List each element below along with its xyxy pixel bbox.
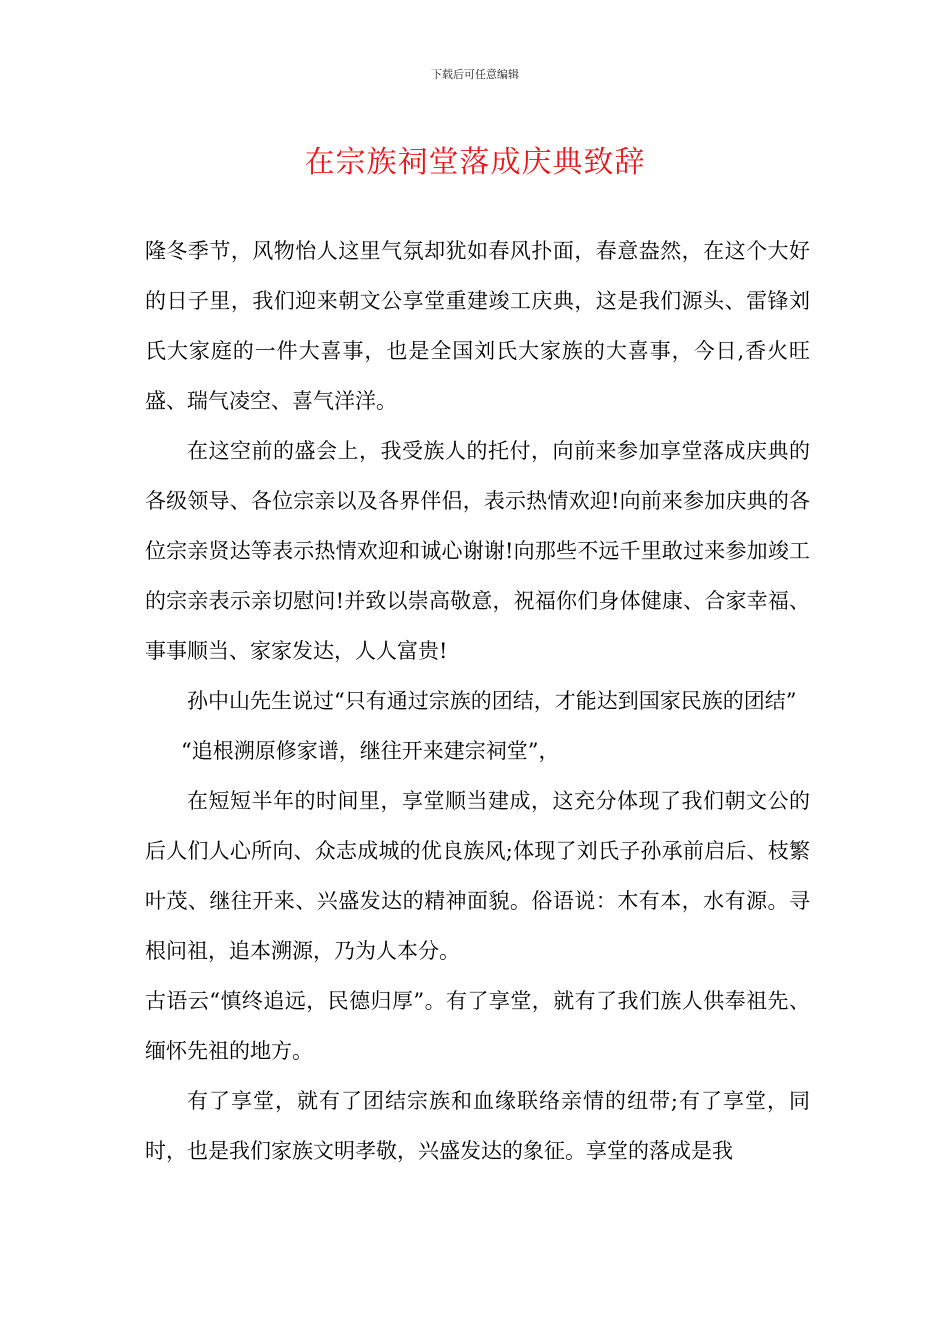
paragraph-ancient-saying: 古语云“慎终追远，民德归厚”。有了享堂，就有了我们族人供奉祖先、缅怀先祖的地方。 (145, 989, 810, 1063)
document-body (145, 226, 810, 1176)
paragraph-significance: 有了享堂，就有了团结宗族和血缘联络亲情的纽带;有了享堂，同时，也是我们家族文明孝敬，兴盛发达的象征。享堂的落成是我 (145, 1089, 810, 1163)
header-note: 下载后可任意编辑 (431, 68, 519, 81)
paragraph-opening: 隆冬季节，风物怡人这里气氛却犹如春风扑面，春意盎然，在这个大好的日子里，我们迎来朝文公享堂重建竣工庆典，这是我们源头、雷锋刘氏大家庭的一件大喜事，也是全国刘氏大家族的大喜事，今日,香火旺盛、瑞气凌空、喜气洋洋。 (145, 239, 810, 413)
paragraph-motto: “追根溯原修家谱，继往开来建宗祠堂”， (181, 739, 560, 763)
paragraph-construction: 在短短半年的时间里，享堂顺当建成，这充分体现了我们朝文公的后人们人心所向、众志成城的优良族风;体现了刘氏子孙承前启后、枝繁叶茂、继往开来、兴盛发达的精神面貌。俗语说：木有本，水有源。寻根问祖，追本溯源，乃为人本分。 (145, 789, 810, 963)
paragraph-sun-yatsen-quote: 孙中山先生说过“只有通过宗族的团结，才能达到国家民族的团结” (187, 689, 797, 713)
document-title: 在宗族祠堂落成庆典致辞 (304, 145, 646, 180)
paragraph-welcome: 在这空前的盛会上，我受族人的托付，向前来参加享堂落成庆典的各级领导、各位宗亲以及各界伴侣，表示热情欢迎!向前来参加庆典的各位宗亲贤达等表示热情欢迎和诚心谢谢!向那些不远千里敢过来参加竣工的宗亲表示亲切慰问!并致以崇高敬意，祝福你们身体健康、合家幸福、事事顺当、家家发达，人人富贵! (145, 439, 810, 663)
